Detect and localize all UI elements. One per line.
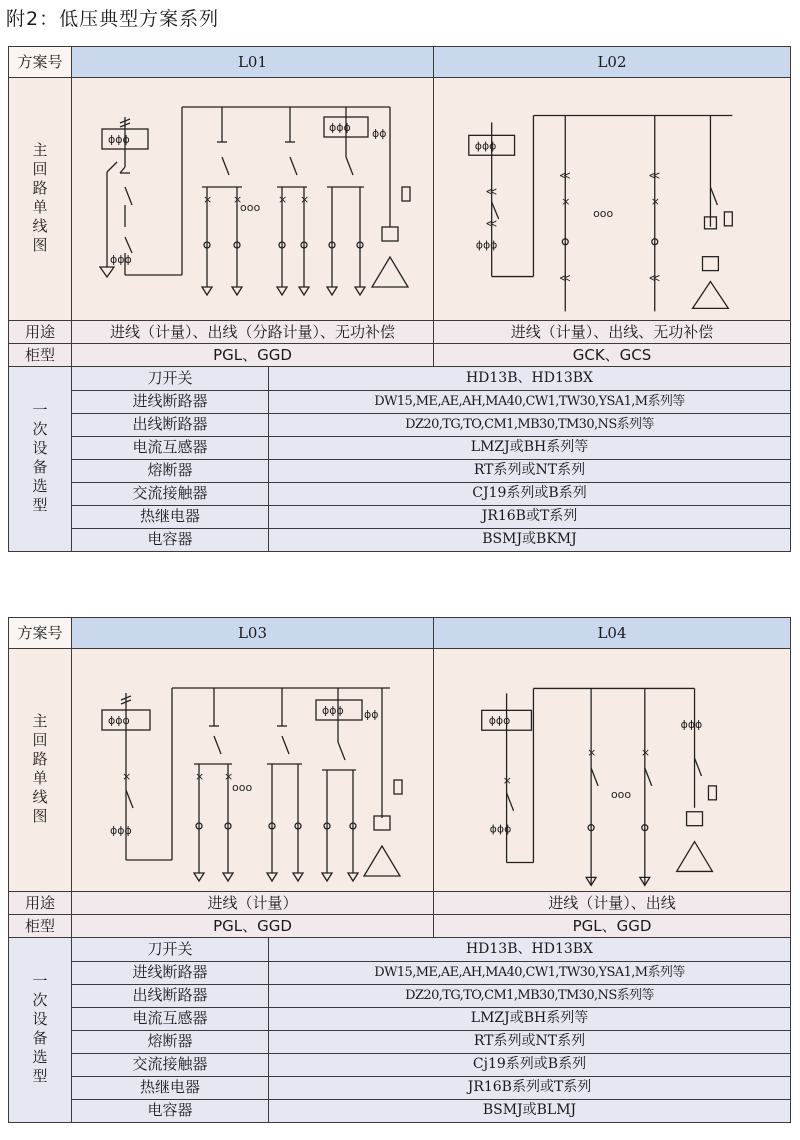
cabinet-label: 柜型 xyxy=(9,344,72,366)
equipment-row xyxy=(72,505,790,529)
svg-text:ϕϕϕ: ϕϕϕ xyxy=(680,718,703,732)
svg-text:×: × xyxy=(233,193,243,206)
svg-text:≪: ≪ xyxy=(648,169,661,183)
equipment-row xyxy=(72,1053,790,1077)
equipment-name: 出线断路器 xyxy=(72,984,269,1007)
svg-text:×: × xyxy=(300,193,310,206)
scheme-no-label: 方案号 xyxy=(9,618,72,648)
equipment-value: BSMJ或BLMJ xyxy=(482,1102,577,1118)
equipment-value: RT系列或NT系列 xyxy=(473,1033,586,1049)
equipment-row xyxy=(72,961,790,985)
equipment-value: DW15,ME,AE,AH,MA40,CW1,TW30,YSA1,M系列等 xyxy=(374,394,685,409)
equipment-label: 一次设备选型 xyxy=(30,973,49,1087)
svg-text:ϕϕ: ϕϕ xyxy=(372,127,387,140)
equipment-row xyxy=(72,436,790,460)
svg-text:ooo: ooo xyxy=(240,201,261,214)
equipment-section xyxy=(9,366,790,551)
l02-usage: 进线（计量）、出线、无功补偿 xyxy=(510,323,714,341)
l02-single-line-diagram xyxy=(434,77,790,320)
equipment-row xyxy=(72,1076,790,1100)
equipment-value: DW15,ME,AE,AH,MA40,CW1,TW30,YSA1,M系列等 xyxy=(374,965,685,980)
equipment-section xyxy=(9,937,790,1122)
svg-text:≪: ≪ xyxy=(485,185,498,199)
svg-text:×: × xyxy=(278,193,288,206)
svg-text:ϕϕϕ: ϕϕϕ xyxy=(475,238,498,252)
l04-cabinet: PGL、GGD xyxy=(572,917,652,935)
svg-text:×: × xyxy=(203,193,213,206)
equipment-value: RT系列或NT系列 xyxy=(473,462,586,478)
svg-text:×: × xyxy=(640,746,650,760)
svg-text:ϕϕϕ: ϕϕϕ xyxy=(322,704,344,717)
svg-text:×: × xyxy=(561,194,571,208)
l04-usage: 进线（计量）、出线 xyxy=(548,894,676,912)
diagram-label-cell xyxy=(9,648,72,891)
scheme-l01-header: L01 xyxy=(72,47,434,77)
equipment-value: JR16B或T系列 xyxy=(481,508,578,524)
header-row xyxy=(9,618,790,649)
equipment-row xyxy=(72,1030,790,1054)
scheme-l03-header: L03 xyxy=(72,618,434,648)
diagram-label: 主回路单线图 xyxy=(30,712,49,827)
equipment-name: 电容器 xyxy=(72,1099,269,1122)
equipment-row xyxy=(72,390,790,414)
equipment-name: 出线断路器 xyxy=(72,413,269,436)
svg-text:≪: ≪ xyxy=(648,271,661,285)
svg-text:ϕϕϕ: ϕϕϕ xyxy=(108,714,130,727)
equipment-label: 一次设备选型 xyxy=(30,402,49,516)
l03-diagram-svg xyxy=(72,648,433,891)
svg-text:ϕϕ: ϕϕ xyxy=(364,708,379,721)
equipment-name: 刀开关 xyxy=(72,938,269,961)
equipment-label-cell xyxy=(9,367,72,551)
equipment-row xyxy=(72,459,790,483)
equipment-name: 熔断器 xyxy=(72,459,269,482)
equipment-row xyxy=(72,984,790,1008)
equipment-name: 交流接触器 xyxy=(72,482,269,505)
svg-text:ooo: ooo xyxy=(593,206,614,220)
page-title: 附2：低压典型方案系列 xyxy=(6,8,220,30)
diagram-label: 主回路单线图 xyxy=(30,141,49,256)
equipment-value: JR16B系列或T系列 xyxy=(467,1079,592,1095)
equipment-row xyxy=(72,413,790,437)
l02-diagram-svg xyxy=(434,77,790,320)
equipment-row xyxy=(72,1099,790,1122)
equipment-name: 热继电器 xyxy=(72,1076,269,1099)
equipment-value: BSMJ或BKMJ xyxy=(482,531,577,547)
equipment-value: CJ19系列或B系列 xyxy=(472,485,587,501)
svg-text:≪: ≪ xyxy=(559,271,571,285)
l01-usage: 进线（计量）、出线（分路计量）、无功补偿 xyxy=(72,321,434,343)
equipment-name: 电流互感器 xyxy=(72,436,269,459)
scheme-l04-header: L04 xyxy=(434,618,790,648)
equipment-name: 进线断路器 xyxy=(72,390,269,413)
equipment-name: 刀开关 xyxy=(72,367,269,390)
l01-single-line-diagram xyxy=(72,77,434,320)
svg-text:ooo: ooo xyxy=(611,787,632,801)
equipment-value: HD13B、HD13BX xyxy=(465,941,594,957)
scheme-table-l01-l02 xyxy=(8,46,791,552)
cabinet-label: 柜型 xyxy=(9,915,72,937)
equipment-value: DZ20,TG,TO,CM1,MB30,TM30,NS系列等 xyxy=(405,417,654,432)
equipment-value: LMZJ或BH系列等 xyxy=(470,1010,589,1026)
equipment-row xyxy=(72,938,790,962)
equipment-row xyxy=(72,1007,790,1031)
usage-row xyxy=(9,320,790,343)
equipment-row xyxy=(72,482,790,506)
l01-cabinet: PGL、GGD xyxy=(72,344,434,366)
equipment-name: 交流接触器 xyxy=(72,1053,269,1076)
svg-text:ϕϕϕ: ϕϕϕ xyxy=(488,714,511,728)
svg-text:≪: ≪ xyxy=(485,216,498,230)
svg-text:×: × xyxy=(195,770,205,783)
equipment-value: LMZJ或BH系列等 xyxy=(470,439,589,455)
svg-text:×: × xyxy=(122,770,132,783)
svg-text:ϕϕϕ: ϕϕϕ xyxy=(110,253,132,266)
equipment-name: 电流互感器 xyxy=(72,1007,269,1030)
svg-text:ϕϕϕ: ϕϕϕ xyxy=(474,139,497,153)
svg-text:ooo: ooo xyxy=(232,781,253,794)
l02-cabinet: GCK、GCS xyxy=(572,346,652,364)
svg-text:×: × xyxy=(224,770,234,783)
equipment-value: HD13B、HD13BX xyxy=(465,370,594,386)
svg-text:ϕϕϕ: ϕϕϕ xyxy=(329,121,351,134)
usage-row xyxy=(9,891,790,914)
header-row xyxy=(9,47,790,78)
l04-diagram-svg xyxy=(434,648,790,891)
l01-diagram-svg xyxy=(72,77,433,320)
equipment-row xyxy=(72,367,790,391)
l03-cabinet: PGL、GGD xyxy=(72,915,434,937)
equipment-name: 热继电器 xyxy=(72,505,269,528)
scheme-l02-header: L02 xyxy=(434,47,790,77)
svg-text:ϕϕϕ: ϕϕϕ xyxy=(108,133,130,146)
cabinet-row xyxy=(9,914,790,937)
diagram-label-cell xyxy=(9,77,72,320)
scheme-no-label: 方案号 xyxy=(9,47,72,77)
l03-single-line-diagram xyxy=(72,648,434,891)
svg-text:×: × xyxy=(587,746,597,760)
usage-label: 用途 xyxy=(9,321,72,343)
svg-text:ϕϕϕ: ϕϕϕ xyxy=(110,824,132,837)
cabinet-row xyxy=(9,343,790,366)
scheme-table-l03-l04 xyxy=(8,617,791,1123)
equipment-label-cell xyxy=(9,938,72,1122)
svg-text:≪: ≪ xyxy=(559,169,571,183)
l03-usage: 进线（计量） xyxy=(72,892,434,914)
equipment-value: Cj19系列或B系列 xyxy=(472,1056,587,1072)
usage-label: 用途 xyxy=(9,892,72,914)
equipment-name: 进线断路器 xyxy=(72,961,269,984)
equipment-row xyxy=(72,528,790,551)
svg-text:ϕϕϕ: ϕϕϕ xyxy=(489,822,512,836)
equipment-name: 熔断器 xyxy=(72,1030,269,1053)
svg-text:×: × xyxy=(650,194,660,208)
l04-single-line-diagram xyxy=(434,648,790,891)
svg-text:×: × xyxy=(502,773,512,787)
equipment-value: DZ20,TG,TO,CM1,MB30,TM30,NS系列等 xyxy=(405,988,654,1003)
equipment-name: 电容器 xyxy=(72,528,269,551)
